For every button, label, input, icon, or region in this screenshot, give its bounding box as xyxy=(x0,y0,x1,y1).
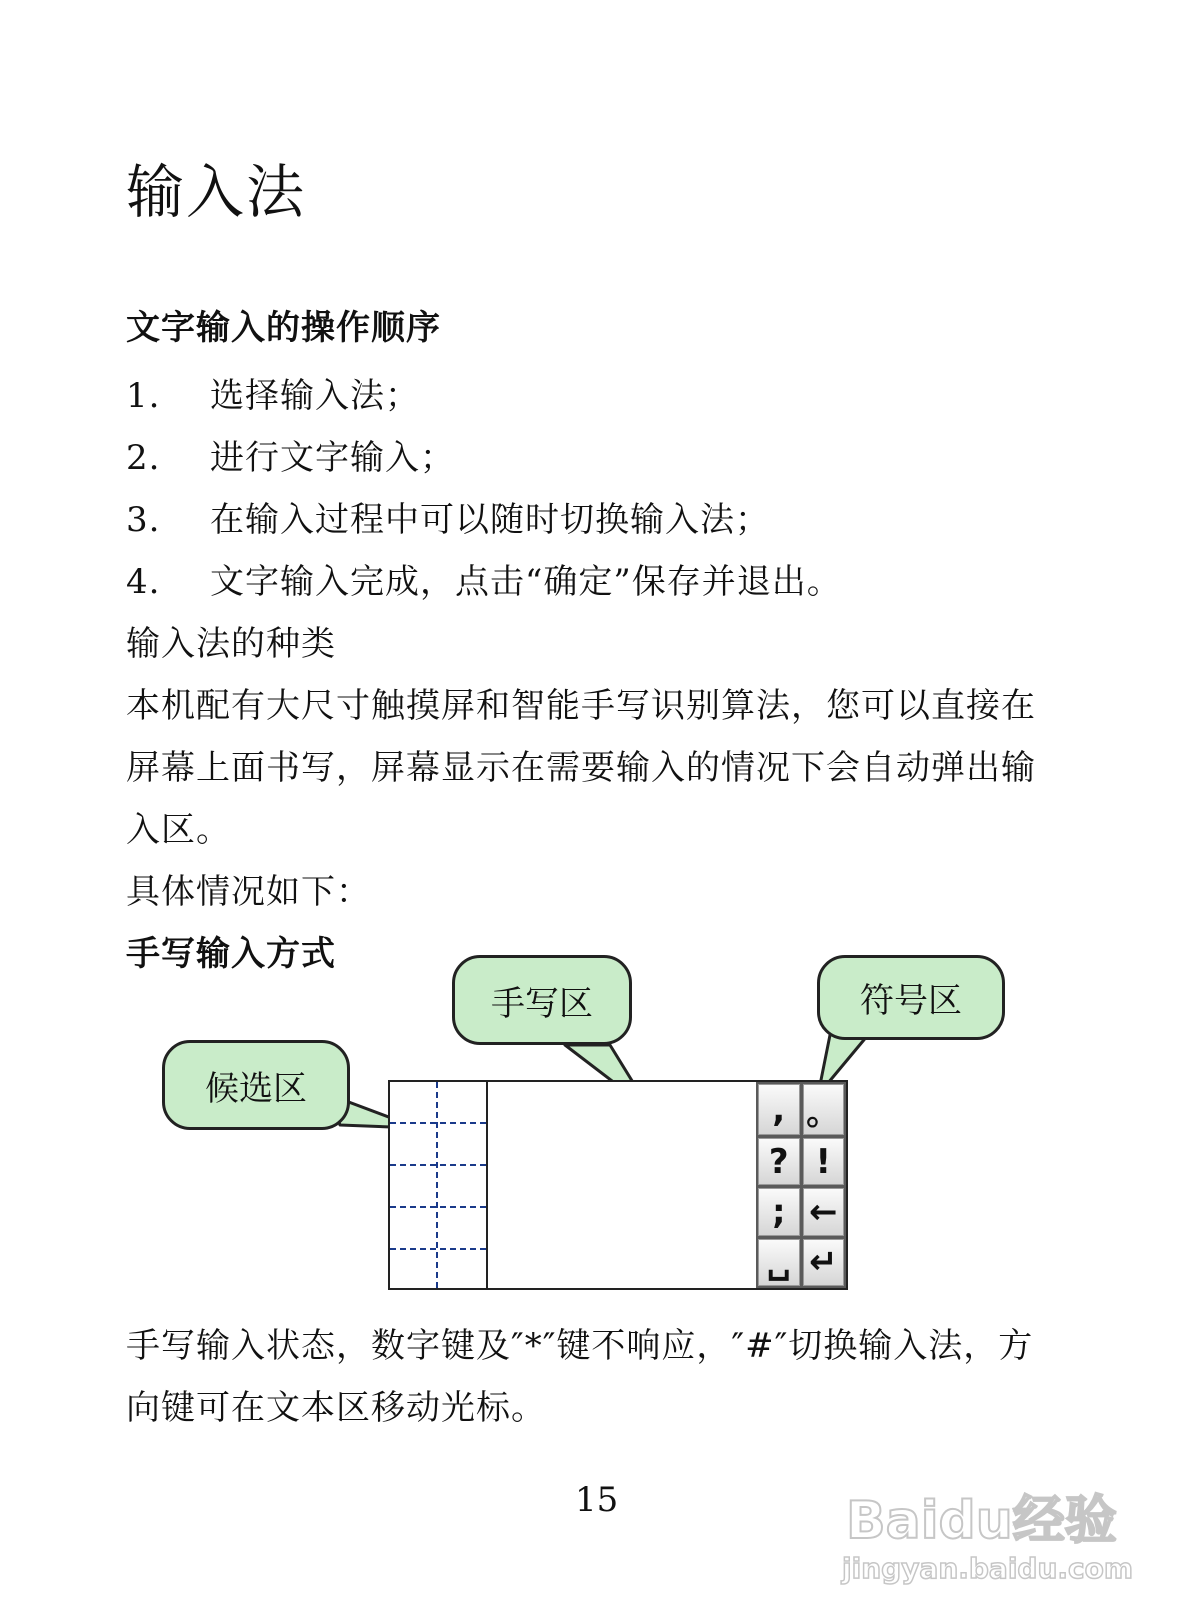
enter-key[interactable]: ↵ xyxy=(803,1239,845,1286)
callout-candidate: 候选区 xyxy=(162,1040,350,1130)
paragraph-line: 本机配有大尺寸触摸屏和智能手写识别算法，您可以直接在 xyxy=(126,686,1036,726)
intro-line: 具体情况如下： xyxy=(126,872,371,912)
list-number: 4. xyxy=(126,562,161,602)
page-number: 15 xyxy=(575,1480,619,1520)
watermark-logo: Baidu经验 xyxy=(846,1491,1117,1551)
description-line: 手写输入状态，数字键及″*″键不响应，″#″切换输入法，方 xyxy=(126,1326,1034,1366)
list-number: 3. xyxy=(126,500,161,540)
symbol-keypad xyxy=(756,1082,846,1288)
section-heading-handwriting: 手写输入方式 xyxy=(126,934,336,974)
list-text: 文字输入完成，点击“确定”保存并退出。 xyxy=(210,562,842,602)
section-heading-operation-order: 文字输入的操作顺序 xyxy=(126,308,441,348)
list-number: 1. xyxy=(126,376,161,416)
input-panel xyxy=(388,1080,848,1290)
exclamation-key[interactable]: ! xyxy=(803,1138,845,1185)
paragraph-line: 入区。 xyxy=(126,810,231,850)
section-heading-input-types: 输入法的种类 xyxy=(126,624,336,664)
space-key[interactable]: ␣ xyxy=(758,1239,800,1286)
candidate-area xyxy=(390,1082,488,1288)
semicolon-key[interactable]: ; xyxy=(758,1188,800,1235)
list-text: 在输入过程中可以随时切换输入法； xyxy=(210,500,770,540)
callout-handwriting: 手写区 xyxy=(452,955,632,1045)
handwriting-area[interactable] xyxy=(486,1082,758,1288)
list-text: 选择输入法； xyxy=(210,376,420,416)
paragraph-line: 屏幕上面书写，屏幕显示在需要输入的情况下会自动弹出输 xyxy=(126,748,1036,788)
backspace-key[interactable]: ← xyxy=(803,1188,845,1235)
description-line: 向键可在文本区移动光标。 xyxy=(126,1388,546,1428)
comma-key[interactable]: , xyxy=(758,1084,800,1135)
question-key[interactable]: ? xyxy=(758,1138,800,1185)
list-number: 2. xyxy=(126,438,161,478)
period-key[interactable]: 。 xyxy=(803,1084,845,1135)
list-text: 进行文字输入； xyxy=(210,438,455,478)
watermark-url: jingyan.baidu.com xyxy=(842,1552,1134,1585)
callout-symbol: 符号区 xyxy=(817,955,1005,1040)
page-title: 输入法 xyxy=(126,158,307,226)
